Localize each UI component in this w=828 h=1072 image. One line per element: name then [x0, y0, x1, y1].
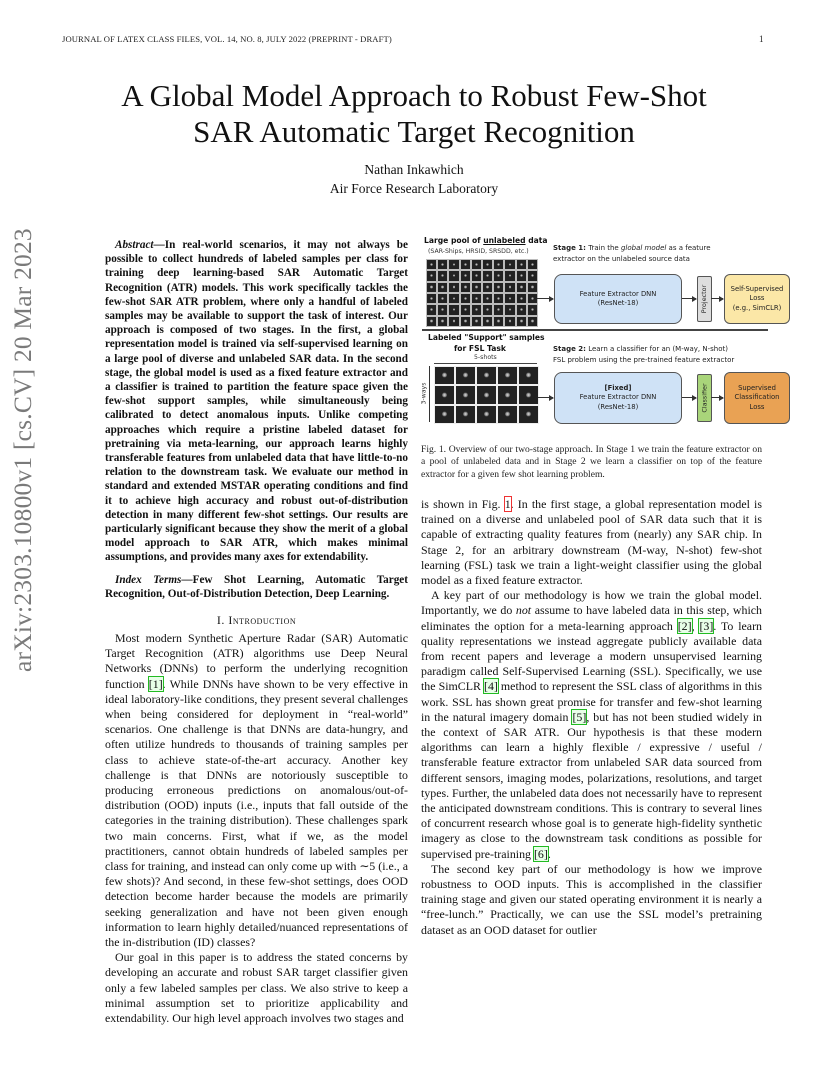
arrow-icon — [682, 298, 696, 299]
arxiv-watermark: arXiv:2303.10800v1 [cs.CV] 20 Mar 2023 — [8, 228, 37, 672]
right-p2-text-a: A key part of our methodology is how we train the global model. Importantly, we do — [421, 588, 762, 618]
stage-1-description: Stage 1: Train the global model as a feature extractor on the unlabeled source data — [553, 244, 711, 263]
author-affiliation: Air Force Research Laboratory — [329, 181, 499, 196]
supervised-loss-box: Supervised Classification Loss — [724, 372, 790, 424]
right-p2-text-e: method to represent the SSL class of algorithms in this work. SSL has shown great promise for transfer and few-shot learning in the natural imagery domain — [421, 679, 762, 724]
right-paragraph-2 — [421, 588, 762, 862]
abstract-text: —In real-world scenarios, it may not always be possible to collect hundreds of labeled samples per class for training deep learning-based SAR Automatic Target Recognition (ATR) models. This work specifically tackles the few-shot SAR ATR problem, where only a handful of labeled samples may be available to support the task of interest. Our approach is composed of two stages. In the first, a global representation model is trained via self-supervised learning on a large pool of diverse and unlabeled SAR data. In the second stage, the global model is used as a fixed feature extractor and a classifier is trained to partition the feature space given the few-shot support samples, while simultaneously being calibrated to detect anomalous inputs. Unlike competing approaches which require a pristine labeled dataset for pretraining via meta-learning, our approach learns highly transferable features from unlabeled data that have little-to-no relation to the downstream task. We evaluate our method in standard and extended MSTAR operating conditions and find it to achieve high accuracy and robust out-of-distribution detection in many different few-shot settings. Our results are particularly significant because they show the merit of a global model approach to SAR ATR, which makes minimal assumptions, and provides many axes for extendability. — [105, 239, 408, 564]
citation-link-5[interactable]: [5] — [572, 709, 587, 724]
right-p2-text-d: . To learn quality representations we instead aggregate publicly available data from recent papers and leverage a modern unsupervised learning paradigm called Self-Supervised Learning (SSL). Specifically, we use the SimCLR — [421, 618, 762, 694]
arrow-icon — [711, 397, 723, 398]
citation-link-1[interactable]: [1] — [148, 676, 163, 691]
ways-label: 3-ways — [420, 382, 428, 405]
self-supervised-loss-box: Self-Supervised Loss (e.g., SimCLR) — [724, 274, 790, 324]
index-terms-label: Index Terms — [115, 574, 182, 586]
unlabeled-sar-image-grid — [426, 259, 538, 327]
figure-1-diagram — [420, 236, 784, 440]
emphasis-not: not — [515, 603, 532, 618]
right-column-text — [421, 497, 762, 938]
ways-axis — [429, 366, 430, 422]
right-p2-text-b: assume to have labeled data in this step, which eliminates the option for a meta-learning approach — [421, 603, 762, 633]
arrow-icon — [537, 298, 553, 299]
right-p1-text-b: . In the first stage, a global representation model is trained on a diverse and unlabeled pool of SAR data such that it is capable of extracting quality features from (nearly) any SAR chip. In Stage 2, for an arbitrary downstream (M-way, N-shot) few-shot learning (FSL) task we train a light-weight classifier using the global model as a fixed feature extractor. — [421, 497, 762, 588]
figure-1-caption: Fig. 1. Overview of our two-stage approach. In Stage 1 we train the feature extractor on a pool of unlabeled data and in Stage 2 we learn a classifier on top of the feature extractor for a given few shot learning problem. — [421, 444, 762, 480]
author-block — [0, 160, 828, 198]
running-head: JOURNAL OF LATEX CLASS FILES, VOL. 14, NO. 8, JULY 2022 (PREPRINT - DRAFT) — [62, 34, 392, 44]
introduction-text — [105, 631, 408, 1026]
paper-title — [0, 78, 828, 150]
pool-sources: (SAR-Ships, HRSID, SRSDD, etc.) — [428, 248, 529, 255]
intro-p1-text-a: Most modern Synthetic Aperture Radar (SAR) Automatic Target Recognition (ATR) algorithms use Deep Neural Networks (DNNs) to perform the underlying recognition function — [105, 631, 408, 691]
intro-paragraph-1 — [105, 631, 408, 950]
support-title-line-2: for FSL Task — [454, 344, 506, 353]
support-title-line-1: Labeled "Support" samples — [428, 333, 545, 342]
citation-link-6[interactable]: [6] — [533, 846, 548, 861]
intro-p1-text-b: . While DNNs have shown to be very effective in ideal laboratory-like conditions, they present several challenges when being considered for deployment in “real-world” scenarios. One challenge is that DNNs are data-hungry, and often utilize hundreds to thousands of training samples per class to achieve state-of-the-art accuracy. Another key challenge is that DNNs are notoriously susceptible to producing erroneous predictions on anomalous/out-of-distribution (OOD) inputs (i.e., inputs that fall outside of the categories in the training distribution). These challenges spark two main concerns. First, what if we, as the model practitioners, cannot obtain hundreds of labeled samples per class for training, and instead can only come up with ∼5 (i.e., a few shots)? And second, in these few-shot settings, does OOD detection become harder because the models are primarily seeking generalization and have not been given enough information to learn highly detailed/nuanced representations of the in-distribution (ID) classes? — [105, 676, 408, 950]
stage-2-description: Stage 2: Learn a classifier for an (M-way, N-shot) FSL problem using the pre-trained feature extractor — [553, 345, 735, 364]
index-terms-text: —Few Shot Learning, Automatic Target Recognition, Out-of-Distribution Detection, Deep Learning. — [105, 574, 408, 601]
citation-link-2[interactable]: [2] — [677, 618, 692, 633]
classifier-box: Classifier — [697, 374, 712, 422]
abstract-label: Abstract — [115, 239, 154, 251]
shots-axis — [434, 363, 537, 364]
right-paragraph-3: The second key part of our methodology is how we improve robustness to OOD inputs. This is accomplished in the classifier training stage and given our stated operating environment it is nearly a “free-lunch.” Practically, we can use the SSL model’s pretraining dataset as an OOD dataset for outlier — [421, 861, 762, 937]
feature-extractor-box-stage-2: [Fixed] Feature Extractor DNN (ResNet-18) — [554, 372, 682, 424]
arrow-icon — [538, 397, 553, 398]
author-name: Nathan Inkawhich — [364, 162, 464, 177]
stage-divider — [422, 329, 768, 331]
figure-1-link[interactable]: 1 — [504, 497, 511, 511]
arrow-icon — [711, 298, 723, 299]
right-p2-text-c: , — [691, 618, 700, 633]
title-line-1: A Global Model Approach to Robust Few-Shot — [121, 78, 707, 113]
feature-extractor-box-stage-1: Feature Extractor DNN (ResNet-18) — [554, 274, 682, 324]
intro-paragraph-2: Our goal in this paper is to address the stated concerns by developing an accurate and robust SAR target classifier given only a few labeled samples per class. We also strive to keep a minimal assumption set to prioritize applicability and extendability. Our high level approach involves two stages and — [105, 950, 408, 1026]
projector-box: Projector — [697, 276, 712, 322]
shots-label: 5-shots — [474, 354, 497, 361]
right-p1-text-a: is shown in Fig. — [421, 497, 505, 511]
citation-link-4[interactable]: [4] — [483, 679, 498, 694]
page-number: 1 — [759, 34, 764, 44]
right-p2-text-g: . — [547, 846, 551, 861]
title-line-2: SAR Automatic Target Recognition — [193, 114, 635, 149]
index-terms — [105, 573, 408, 601]
arrow-icon — [682, 397, 696, 398]
support-sample-grid — [434, 366, 539, 424]
section-heading-introduction: I. Introduction — [216, 613, 297, 627]
right-p2-text-f: , but has not been studied widely in the context of SAR ATR. Our hypothesis is that these modern algorithms can learn a highly flexible / expressive / useful / transferable feature extractor from unlabeled SAR data sourced from different sensors, imaging modes, polarizations, resolutions, and target types. Further, the unlabeled data does not necessarily have to represent the anticipated downstream conditions. This is contrary to several lines of concurrent research whose goal is to generate high-fidelity synthetic imagery as close to the downstream task conditions as possible for supervised pre-training — [421, 709, 762, 861]
right-paragraph-1 — [421, 497, 762, 588]
abstract — [105, 238, 408, 565]
citation-link-3[interactable]: [3] — [699, 618, 714, 633]
pool-title: Large pool of unlabeled data — [424, 236, 548, 245]
